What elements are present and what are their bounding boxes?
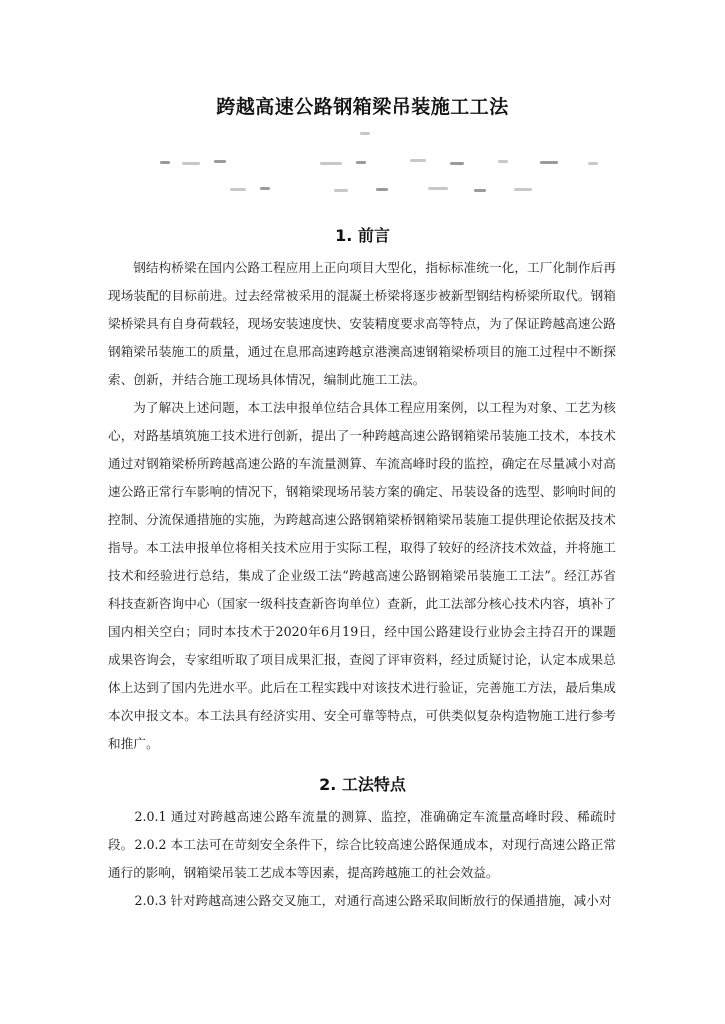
feature-clause-2-0-3: 2.0.3 针对跨越高速公路交叉施工，对通行高速公路采取间断放行的保通措施，减小对 [134, 893, 612, 908]
section-heading-preface: 1. 前言 [335, 226, 390, 245]
preface-paragraph-2: 为了解决上述问题，本工法申报单位结合具体工程应用案例，以工程为对象、工艺为核心，对路基填筑施工技术进行创新，提出了一种跨越高速公路钢箱梁吊装施工技术，本技术通过对钢箱梁桥所跨越高速公路的车流量测算、车流高峰时段的监控，确定在尽量减小对高速公路正常行车影响的情况下，钢箱梁现场吊装方案的确定、吊装设备的选型、影响时间的控制、分流保通措施的实施，为跨越高速公路钢箱梁桥钢箱梁吊装施工提供理论依据及技术指导。本工法申报单位将相关技术应用于实际工程，取得了较好的经济技术效益，并将施工技术和经验进行总结，集成了企业级工法“跨越高速公路钢箱梁吊装施工工法”。经江苏省科技查新咨询中心（国家一级科技查新咨询单位）查新，此工法部分核心技术内容，填补了国内相关空白；同时本技术于2020年6月19日，经中国公路建设行业协会主持召开的课题成果咨询会，专家组听取了项目成果汇报，查阅了评审资料，经过质疑讨论，认定本成果总体上达到了国内先进水平。此后在工程实践中对该技术进行验证，完善施工方法，最后集成本次申报文本。本工法具有经济实用、安全可靠等特点，可供类似复杂构造物施工进行参考和推广。 [108, 400, 616, 751]
redacted-address-line [110, 183, 615, 197]
document-title: 跨越高速公路钢箱梁吊装施工工法 [216, 96, 509, 118]
feature-clause-2-0-2: 2.0.2 本工法可在苛刻安全条件下，综合比较高速公路保通成本，对现行高速公路正常通行的影响，钢箱梁吊装工艺成本等因素，提高跨越施工的社会效益。 [108, 837, 616, 880]
section-heading-features: 2. 工法特点 [319, 775, 406, 794]
redacted-author-line [110, 128, 615, 142]
redacted-affiliation-line [110, 156, 615, 170]
feature-clause-2-0-1: 2.0.1 通过对跨越高速公路车流量的测算、监控，准确确定车流量高峰时段、稀疏时段。 [108, 809, 616, 852]
preface-paragraph-1: 钢结构桥梁在国内公路工程应用上正向项目大型化，指标标准统一化，工厂化制作后再现场装配的目标前进。过去经常被采用的混凝土桥梁将逐步被新型钢结构桥梁所取代。钢箱梁桥梁具有自身荷载轻，现场安装速度快、安装精度要求高等特点，为了保证跨越高速公路钢箱梁吊装施工的质量，通过在息邢高速跨越京港澳高速钢箱梁桥项目的施工过程中不断探索、创新，并结合施工现场具体情况，编制此施工工法。 [108, 260, 616, 387]
